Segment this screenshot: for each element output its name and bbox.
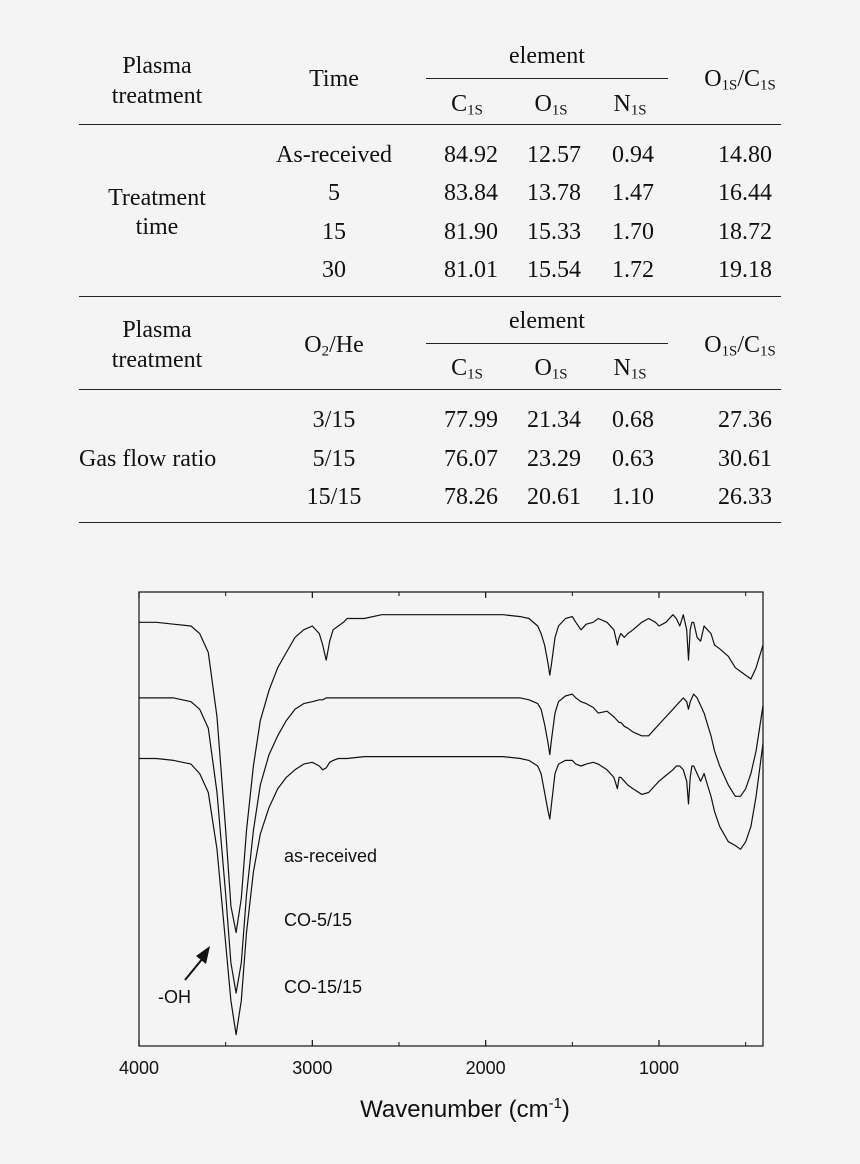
cell-ratio: 16.44 bbox=[718, 180, 772, 207]
header-plasma: Plasma bbox=[122, 53, 192, 79]
header-treatment-2: treatment bbox=[111, 347, 203, 373]
group-label-time: time bbox=[135, 214, 179, 240]
header-element: element bbox=[509, 43, 585, 69]
x-axis-label: Wavenumber $(cm^{-1})$ bbox=[360, 1095, 570, 1123]
cell-c: 81.01 bbox=[444, 256, 498, 283]
plot-frame bbox=[139, 592, 763, 1046]
cell-ratio: 19.18 bbox=[718, 256, 772, 283]
series-label: CO-15/15 bbox=[284, 977, 363, 997]
header-plasma-2: Plasma bbox=[122, 317, 192, 343]
oh-annotation: -OH bbox=[158, 987, 191, 1007]
cell-ratio: 26.33 bbox=[718, 484, 772, 510]
series-label: CO-5/15 bbox=[284, 910, 353, 930]
cell-ratio: 18.72 bbox=[718, 218, 772, 245]
header-treatment: treatment bbox=[111, 83, 203, 109]
cell-o: 20.61 bbox=[527, 484, 581, 510]
x-tick-label: 2000 bbox=[465, 1058, 506, 1078]
cell-c: 81.90 bbox=[444, 218, 498, 245]
header-n1s: $N_{1S}$ bbox=[613, 91, 647, 119]
cell-key: 5 bbox=[328, 180, 340, 207]
header-c1s-2: $C_{1S}$ bbox=[451, 355, 483, 383]
cell-n: 1.10 bbox=[612, 484, 654, 510]
group-label-gas-flow-ratio: Gas flow ratio bbox=[79, 446, 217, 472]
cell-ratio: 30.61 bbox=[718, 445, 772, 472]
cell-c: 84.92 bbox=[444, 142, 498, 168]
series-label: as-received bbox=[284, 846, 378, 866]
cell-o: 13.78 bbox=[527, 180, 581, 207]
header-o1s-c1s-2: $O_{1S}/C_{1S}$ bbox=[704, 332, 776, 360]
header-o1s: $O_{1S}$ bbox=[534, 91, 568, 119]
x-tick-label: 3000 bbox=[292, 1058, 333, 1078]
header-c1s: $C_{1S}$ bbox=[451, 91, 483, 119]
cell-key: 15 bbox=[322, 218, 346, 245]
cell-n: 1.72 bbox=[612, 256, 654, 283]
cell-c: 78.26 bbox=[444, 484, 498, 510]
cell-o: 12.57 bbox=[527, 142, 581, 168]
cell-key: As-received bbox=[276, 142, 392, 168]
cell-c: 76.07 bbox=[444, 445, 498, 472]
header-element-2: element bbox=[509, 308, 585, 334]
cell-o: 15.54 bbox=[527, 256, 581, 283]
cell-key: 15/15 bbox=[306, 484, 362, 510]
header-o1s-c1s: $O_{1S}/C_{1S}$ bbox=[704, 66, 776, 94]
header-o1s-2: $O_{1S}$ bbox=[534, 355, 568, 383]
series-line-2 bbox=[139, 743, 763, 1034]
cell-ratio: 14.80 bbox=[718, 142, 772, 168]
group-label-treatment: Treatment bbox=[108, 185, 206, 211]
header-n1s-2: $N_{1S}$ bbox=[613, 355, 647, 383]
header-time: Time bbox=[309, 66, 359, 92]
x-tick-label: 4000 bbox=[118, 1058, 160, 1078]
x-tick-label: 1000 bbox=[638, 1058, 680, 1078]
cell-o: 21.34 bbox=[527, 407, 581, 433]
cell-c: 83.84 bbox=[444, 180, 498, 207]
cell-key: 30 bbox=[322, 256, 346, 283]
cell-n: 1.47 bbox=[612, 180, 654, 207]
series-line-0 bbox=[139, 615, 763, 933]
header-o2-he: $O_2/He$ bbox=[304, 332, 364, 360]
cell-c: 77.99 bbox=[444, 407, 498, 433]
cell-ratio: 27.36 bbox=[718, 407, 772, 433]
arrow-shaft bbox=[185, 958, 203, 980]
cell-n: 0.63 bbox=[612, 445, 654, 472]
arrow-head-icon bbox=[196, 946, 210, 964]
series-line-1 bbox=[139, 694, 763, 993]
cell-n: 0.68 bbox=[612, 407, 654, 433]
cell-o: 15.33 bbox=[527, 218, 581, 245]
cell-n: 1.70 bbox=[612, 218, 654, 245]
cell-o: 23.29 bbox=[527, 445, 581, 472]
cell-key: 5/15 bbox=[312, 445, 356, 472]
cell-key: 3/15 bbox=[312, 407, 356, 433]
cell-n: 0.94 bbox=[612, 142, 654, 168]
